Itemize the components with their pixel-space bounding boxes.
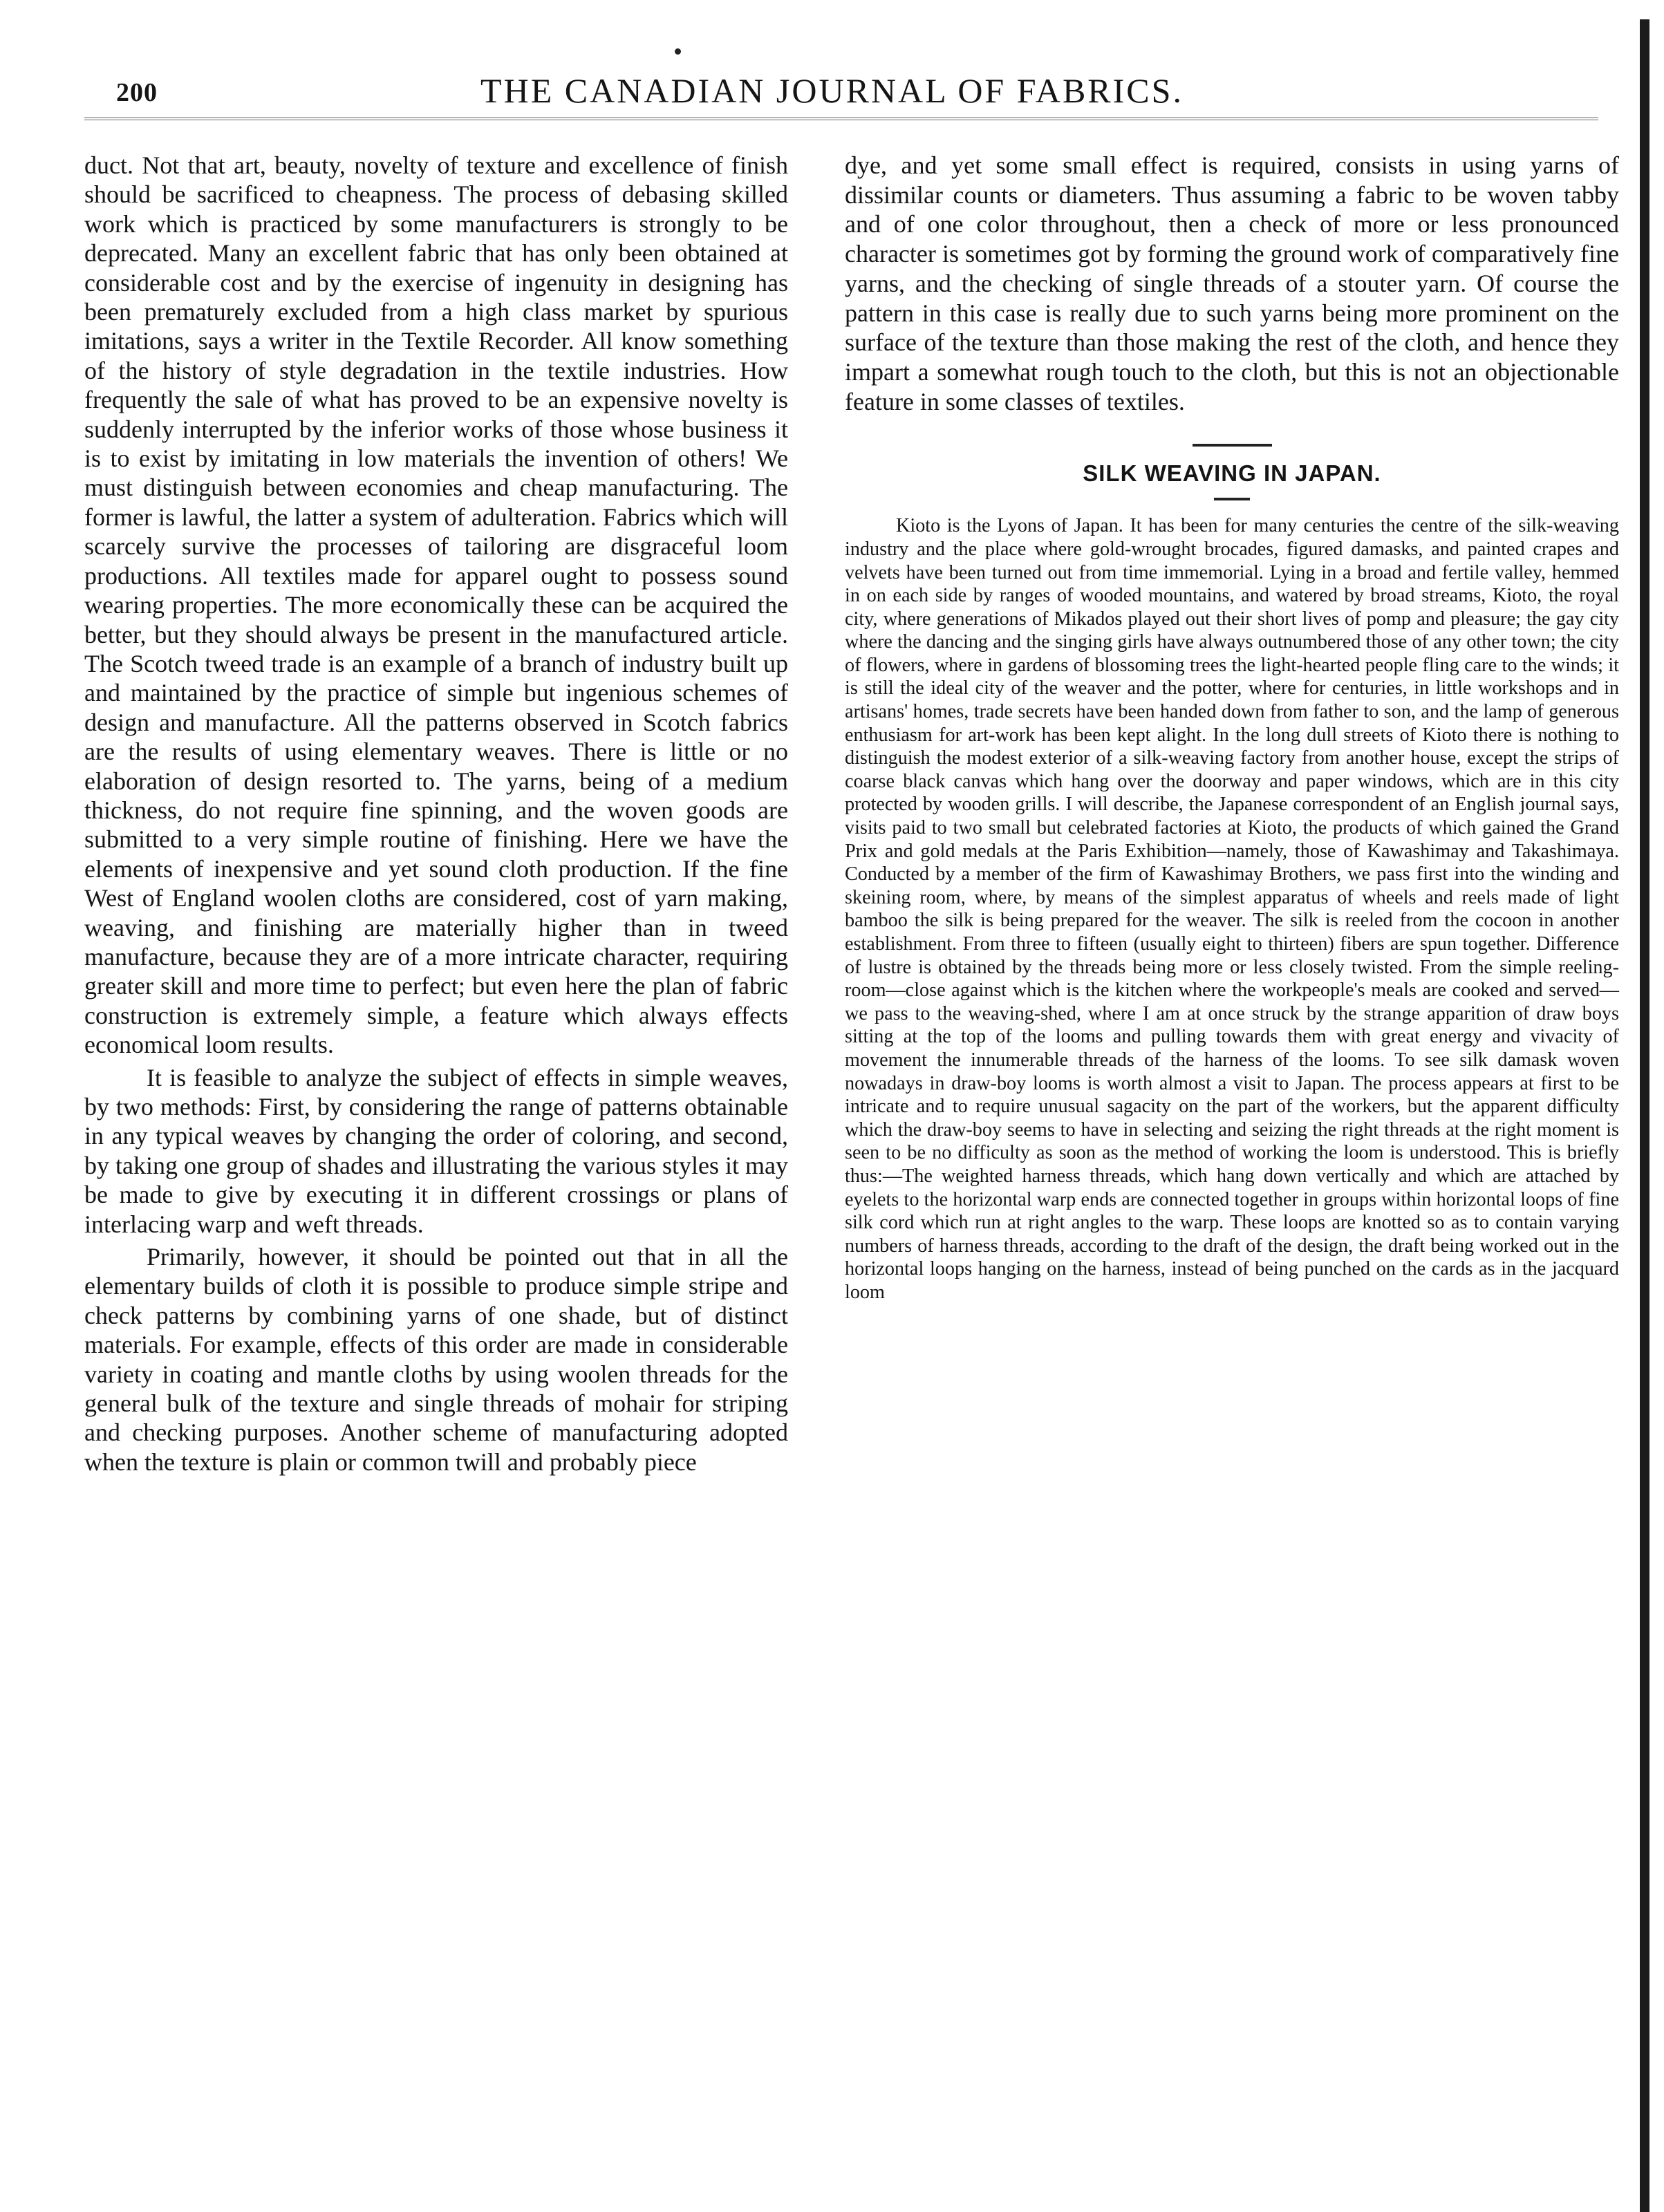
- left-paragraph-3: Primarily, however, it should be pointed out that in all the elementary builds of cloth it is possible to produce simple stripe and check patterns by combining yarns of one shade, but of distinct materials. For example, effects of this order are made in considerable variety in coating and mantle cloths by using woolen threads for the general bulk of the texture and single threads of mohair for striping and checking purposes. Another scheme of manufacturing adopted when the texture is plain or common twill and probably piece: [84, 1243, 788, 1476]
- header-rule: [84, 118, 1598, 129]
- section-divider: [1193, 444, 1272, 447]
- left-paragraph-1: duct. Not that art, beauty, novelty of texture and excellence of finish should be sacrificed to cheapness. The process of debasing skilled work which is practiced by some manufacturers is strongly to be deprecated. Many an excellent fabric that has only been obtained at considerable cost and by the exercise of ingenuity in designing has been prematurely excluded from a high class market by spurious imitations, says a writer in the Textile Recorder. All know something of the history of style degradation in the textile industries. How frequently the sale of what has proved to be an expensive novelty is suddenly interrupted by the inferior works of those whose business it is to exist by imitating in low materials the invention of others! We must distinguish between economies and cheap manufacturing. The former is lawful, the latter a system of adulteration. Fabrics which will scarcely survive the processes of tailoring are disgraceful loom productions. All textiles made for apparel ought to possess sound wearing properties. The more economically these can be acquired the better, but they should always be present in the manufactured article. The Scotch tweed trade is an example of a branch of industry built up and maintained by the practice of simple but ingenious schemes of design and manufacture. All the patterns observed in Scotch fabrics are the results of using elementary weaves. There is little or no elaboration of design resorted to. The yarns, being of a medium thickness, do not require fine spinning, and the woven goods are submitted to a very simple routine of finishing. Here we have the elements of inexpensive and yet sound cloth production. If the fine West of England woolen cloths are considered, cost of yarn making, weaving, and finishing are materially higher than in tweed manufacture, because they are of a more intricate character, requiring greater skill and more time to perfect; but even here the plan of fabric construction is extremely simple, a feature which always effects economical loom results.: [84, 151, 788, 1059]
- article-body: Kioto is the Lyons of Japan. It has been for many centuries the centre of the silk-weaving industry and the place where gold-wrought brocades, figured damasks, and painted crapes and velvets have been turned out from time immemorial. Lying in a broad and fertile valley, hemmed in on each side by ranges of wooded mountains, and watered by broad streams, Kioto, the royal city, where generations of Mikados played out their short lives of pomp and pleasure; the gay city where the dancing and the singing girls have always outnumbered those of any other town; the city of flowers, where in gardens of blossoming trees the light-hearted people fling care to the winds; it is still the ideal city of the weaver and the potter, where for centuries, in little workshops and in artisans' homes, trade secrets have been handed down from father to son, and the lamp of generous enthusiasm for art-work has been kept alight. In the long dull streets of Kioto there is nothing to distinguish the modest exterior of a silk-weaving factory from another house, except the strips of coarse black canvas which hang over the doorway and paper windows, which are in this city protected by wooden grills. I will describe, the Japanese correspondent of an English journal says, visits paid to two small but celebrated factories at Kioto, the products of which gained the Grand Prix and gold medals at the Paris Exhibition—namely, those of Kawashimay and Takashimaya. Conducted by a member of the firm of Kawashimay Brothers, we pass first into the winding and skeining room, where, by means of the simplest apparatus of wheels and reels made of light bamboo the silk is being prepared for the weaver. The silk is reeled from the cocoon in another establishment. From three to fifteen (usually eight to thirteen) fibers are spun together. Difference of lustre is obtained by the threads being more or less closely twisted. From the simple reeling-room—close against which is the kitchen where the workpeople's meals are cooked and served—we pass to the weaving-shed, where I am at once struck by the strange apparition of draw boys sitting at the top of the looms and pulling towards them with great energy and vivacity of movement the innumerable threads of the harness of the looms. To see silk damask woven nowadays in draw-boy looms is worth almost a visit to Japan. The process appears at first to be intricate and to require unusual sagacity on the part of the workers, but the apparent difficulty which the draw-boy seems to have in selecting and seizing the right threads at the right moment is seen to be no difficulty as soon as the method of working the loom is understood. This is briefly thus:—The weighted harness threads, which hang down vertically and which are attached by eyelets to the horizontal warp ends are connected together in groups within horizontal loops of fine silk cord which run at right angles to the warp. These loops are knotted so as to contain varying numbers of harness threads, according to the draft of the design, the draft being worked out in the horizontal loops hanging on the harness, instead of being punched on the cards as in the jacquard loom: [845, 515, 1619, 1303]
- page-number: 200: [116, 78, 158, 107]
- left-paragraph-2: It is feasible to analyze the subject of effects in simple weaves, by two methods: First, by considering the range of patterns obtainable in any typical weaves by changing the order of coloring, and second, by taking one group of shades and illustrating the various styles it may be made to give by executing it in different crossings or plans of interlacing warp and weft threads.: [84, 1063, 788, 1238]
- right-continuation-paragraph: dye, and yet some small effect is required, consists in using yarns of dissimilar counts or diameters. Thus assuming a fabric to be woven tabby and of one color throughout, then a check of more or less pronounced character is sometimes got by forming the ground work of comparatively fine yarns, and the checking of single threads of a stouter yarn. Of course the pattern in this case is really due to such yarns being more prominent on the surface of the texture than those making the rest of the cloth, and hence they impart a somewhat rough touch to the cloth, but this is not an objectionable feature in some classes of textiles.: [845, 151, 1619, 415]
- ink-dot: [675, 48, 681, 55]
- left-column: [84, 151, 788, 1477]
- article-title: SILK WEAVING IN JAPAN.: [1083, 460, 1381, 487]
- right-column: [845, 151, 1619, 1304]
- title-underline: [1214, 498, 1250, 500]
- page-edge-bar: [1640, 19, 1649, 2212]
- journal-title: THE CANADIAN JOURNAL OF FABRICS.: [480, 71, 1184, 110]
